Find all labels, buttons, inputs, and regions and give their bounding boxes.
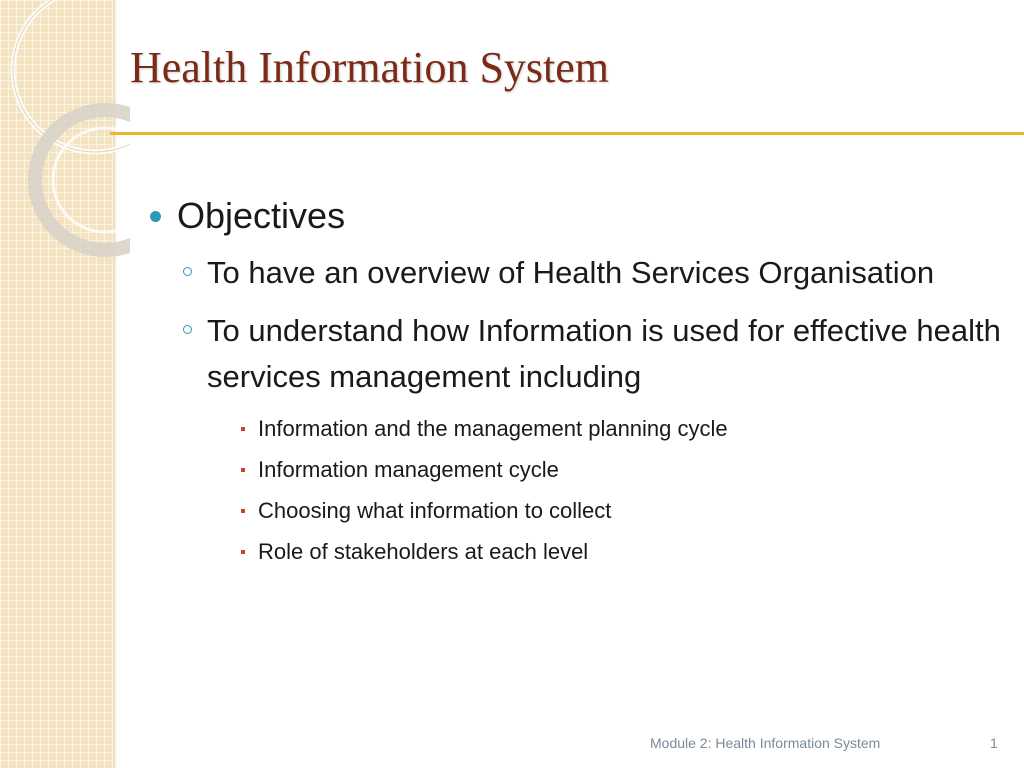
square-bullet-icon — [241, 468, 245, 472]
ring-bullet-icon — [183, 325, 192, 334]
square-bullet-icon — [241, 427, 245, 431]
objective-text: To understand how Information is used for effective health services management including — [207, 313, 1001, 394]
objective-item — [145, 250, 1005, 296]
sub-objective-text: Role of stakeholders at each level — [258, 539, 589, 564]
bullet-label: Objectives — [177, 195, 346, 236]
sub-objective-text: Choosing what information to collect — [258, 498, 612, 523]
page-number: 1 — [990, 735, 998, 751]
slide-title: Health Information System — [130, 43, 610, 92]
sub-objective-item — [145, 414, 1005, 444]
title-divider — [110, 132, 1024, 135]
footer-text: Module 2: Health Information System — [650, 735, 881, 751]
objective-item — [145, 308, 1005, 400]
objective-text: To have an overview of Health Services Organisation — [207, 255, 935, 290]
sub-objective-item — [145, 455, 1005, 485]
bullet-dot-icon — [150, 211, 161, 222]
sub-objective-text: Information and the management planning cycle — [258, 416, 728, 441]
bullet-objectives — [145, 194, 1005, 238]
slide-content — [145, 194, 1005, 567]
sub-objective-item — [145, 537, 1005, 567]
ring-bullet-icon — [183, 267, 192, 276]
sub-objective-item — [145, 496, 1005, 526]
square-bullet-icon — [241, 550, 245, 554]
sub-objective-text: Information management cycle — [258, 457, 559, 482]
decorative-rings — [0, 0, 130, 260]
square-bullet-icon — [241, 509, 245, 513]
